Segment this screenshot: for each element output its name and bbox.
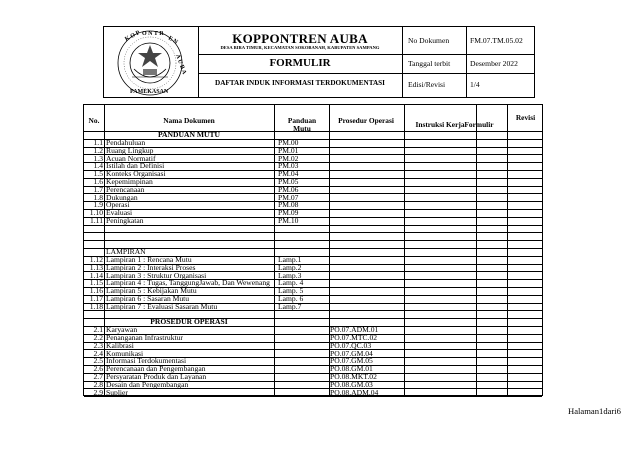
cell-panduan: PM.07 (278, 192, 299, 202)
cell-nama: Lampiran 7 : Evaluasi Sasaran Mutu (106, 301, 218, 311)
cell-nama: Lampiran 1 : Rencana Mutu (106, 255, 192, 264)
cell-panduan: PM.02 (278, 153, 299, 163)
cell-panduan: Lamp. 6 (278, 294, 304, 303)
cell-panduan: Lamp.3 (278, 270, 302, 280)
cell-nama: Operasi (106, 200, 130, 210)
cell-no: 1.5 (93, 169, 103, 179)
cooperative-logo (110, 29, 190, 97)
cell-panduan: PM.10 (278, 216, 299, 225)
cell-no: 2.8 (93, 379, 103, 389)
cell-panduan: PM.05 (278, 177, 299, 186)
cell-panduan: PM.01 (278, 145, 299, 155)
cell-panduan: PM.00 (278, 138, 299, 147)
meta-value-issue-date: Desember 2022 (470, 59, 518, 68)
cell-no: 1.14 (89, 270, 103, 280)
cell-no: 1.17 (89, 294, 103, 303)
cell-nama: PANDUAN MUTU (157, 130, 221, 140)
cell-nama: PROSEDUR OPERASI (150, 317, 228, 327)
form-title: FORMULIR (269, 57, 331, 69)
cell-nama: Kepemimpinan (106, 177, 153, 186)
page-number: Halaman1dari6 (568, 406, 621, 416)
cell-panduan: PM.04 (278, 169, 299, 179)
cell-nama: Lampiran 3 : Struktur Organisasi (106, 270, 207, 280)
cell-prosedur: PO.07.ADM.01 (330, 325, 379, 335)
cell-no: 1.4 (93, 161, 103, 171)
meta-value-edition: 1/4 (470, 80, 480, 89)
cell-no: 1.13 (89, 262, 103, 272)
document-title: DAFTAR INDUK INFORMASI TERDOKUMENTASI (215, 79, 385, 87)
cell-no: 1.12 (89, 255, 103, 264)
svg-text:A U B A: A U B A (174, 53, 187, 76)
cell-nama: Desain dan Pengembangan (106, 379, 189, 389)
cell-nama: Pendahuluan (106, 138, 146, 147)
cell-nama: Kalibrasi (106, 340, 134, 350)
cell-nama: Peningkatan (106, 216, 144, 225)
org-address: DESA BIRA TIMUR, KECAMATAN SOKOBANAH, KABUPATEN SAMPANG (220, 45, 380, 50)
col-header-prosedur: Prosedur Operasi (338, 116, 394, 125)
cell-nama: Persyaratan Produk dan Layanan (106, 372, 207, 381)
cell-nama: Lampiran 6 : Sasaran Mutu (106, 294, 190, 303)
cell-nama: Komunikasi (106, 348, 144, 358)
cell-no: 2.2 (93, 333, 103, 342)
cell-no: 1.3 (93, 153, 103, 163)
document-header (103, 26, 535, 98)
col-header-formulir: Formulir (464, 120, 494, 129)
cell-prosedur: PO.08.GM.01 (330, 364, 373, 374)
cell-nama: Ruang Lingkup (106, 145, 154, 155)
cell-prosedur: PO.07.GM.05 (330, 356, 373, 366)
cell-prosedur: PO.08.GM.03 (330, 379, 373, 389)
cell-nama: Evaluasi (106, 208, 133, 218)
cell-nama: Suplier (106, 387, 128, 397)
svg-text:PAMEKASAN: PAMEKASAN (130, 89, 169, 95)
cell-no: 1.7 (93, 184, 103, 194)
cell-no: 1.15 (89, 278, 103, 288)
cell-nama: Karyawan (106, 325, 138, 335)
cell-no: 1.10 (89, 208, 103, 218)
meta-label-edition: Edisi/Revisi (408, 80, 446, 89)
cell-no: 2.5 (93, 356, 103, 366)
cell-prosedur: PO.07.GM.04 (330, 348, 373, 358)
cell-prosedur: PO.08.MKT.02 (330, 372, 377, 381)
cell-panduan: Lamp.1 (278, 255, 302, 264)
col-header-instruksi: Instruksi Kerja (415, 120, 465, 129)
cell-nama: Informasi Terdokumentasi (106, 356, 187, 366)
cell-no: 2.3 (93, 340, 103, 350)
cell-nama: Penanganan Infrastruktur (106, 333, 183, 342)
meta-value-doc-number: FM.07.TM.05.02 (470, 36, 523, 45)
cell-prosedur: PO.07.QC.03 (330, 340, 372, 350)
cell-panduan: Lamp.2 (278, 262, 302, 272)
cell-nama: Acuan Normatif (106, 153, 156, 163)
cell-no: 2.1 (93, 325, 103, 335)
cell-nama: LAMPIRAN (106, 247, 146, 257)
cell-prosedur: PO.07.MTC.02 (330, 333, 378, 342)
cell-no: 2.7 (93, 372, 103, 381)
cell-nama: Perencanaan dan Pengembangan (106, 364, 206, 374)
svg-text:O N T R: O N T R (142, 31, 164, 37)
cell-no: 1.9 (93, 200, 103, 210)
cell-panduan: Lamp.7 (278, 301, 302, 311)
cell-no: 1.18 (89, 301, 103, 311)
cell-panduan: Lamp. 5 (278, 286, 304, 296)
cell-no: 1.11 (89, 216, 103, 225)
meta-label-issue-date: Tanggal terbit (408, 59, 451, 68)
cell-nama: Lampiran 4 : Tugas, TanggungJawab, Dan Wewenang (106, 278, 270, 288)
cell-panduan: PM.03 (278, 161, 299, 171)
cell-no: 2.9 (93, 387, 103, 397)
cell-nama: Perencanaan (106, 184, 145, 194)
svg-text:E N: E N (167, 35, 179, 46)
cell-nama: Istilah dan Definisi (106, 161, 165, 171)
col-header-revisi: Revisi (515, 113, 536, 122)
col-header-panduan: Panduan Mutu (287, 116, 317, 133)
cell-panduan: PM.09 (278, 208, 299, 218)
cell-no: 2.4 (93, 348, 103, 358)
cell-nama: Konteks Organisasi (106, 169, 166, 179)
cell-no: 1.8 (93, 192, 103, 202)
col-header-no: No. (88, 116, 100, 125)
cell-no: 1.6 (93, 177, 103, 186)
meta-label-doc-number: No Dokumen (408, 36, 450, 45)
cell-no: 1.1 (93, 138, 103, 147)
org-name: KOPPONTREN AUBA (232, 31, 368, 46)
svg-text:K O P: K O P (124, 29, 142, 43)
cell-panduan: PM.06 (278, 184, 299, 194)
col-header-nama: Nama Dokumen (163, 116, 215, 125)
cell-nama: Lampiran 5 : Kebijakan Mutu (106, 286, 197, 296)
cell-prosedur: PO.08.ADM.04 (330, 387, 379, 397)
cell-no: 1.16 (89, 286, 103, 296)
cell-nama: Lampiran 2 : Interaksi Proses (106, 262, 196, 272)
cell-no: 1.2 (93, 145, 103, 155)
cell-panduan: PM.08 (278, 200, 299, 210)
cell-no: 2.6 (93, 364, 103, 374)
document-index-table (83, 104, 543, 396)
cell-nama: Dukungan (106, 192, 138, 202)
cell-panduan: Lamp. 4 (278, 278, 304, 288)
